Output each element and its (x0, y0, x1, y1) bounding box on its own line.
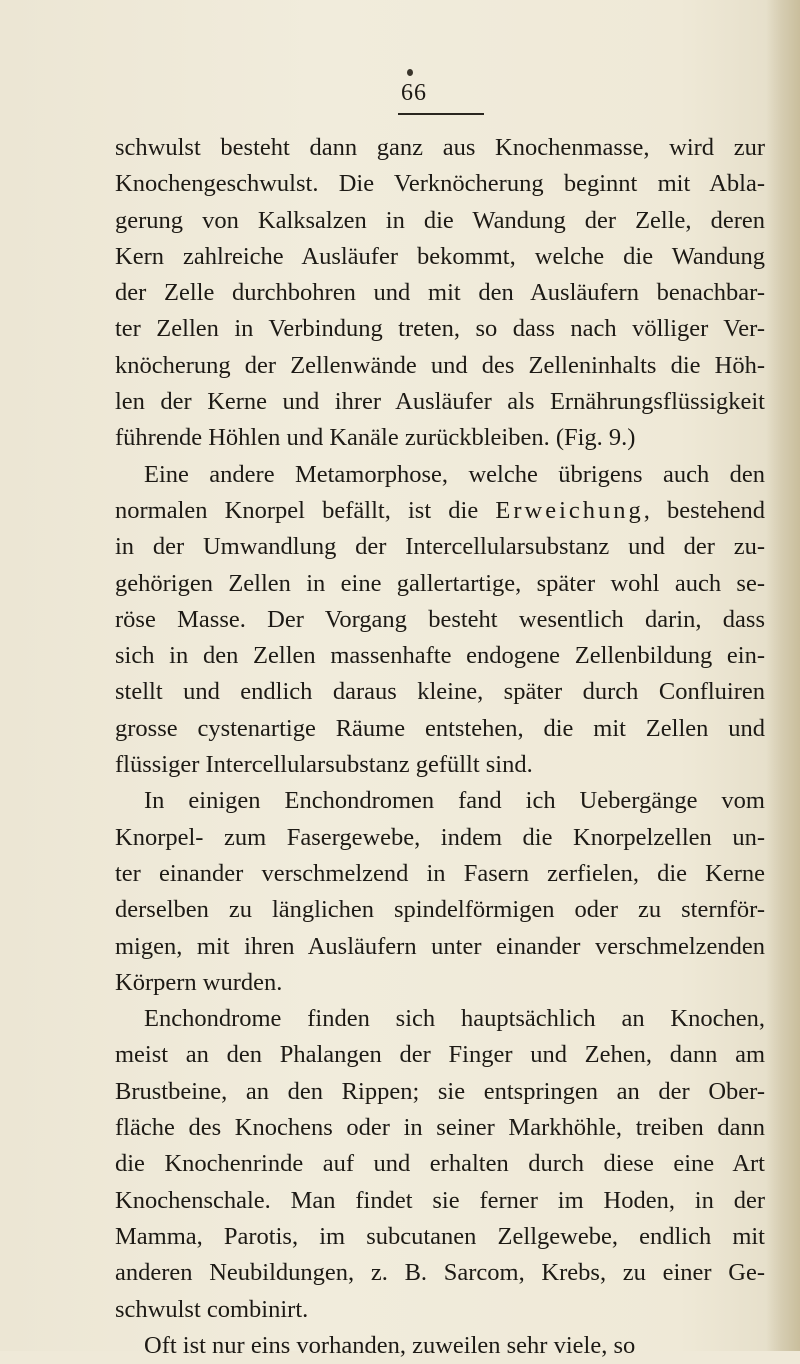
paragraph-end-line: führende Höhlen und Kanäle zurückbleiben. (Fig. 9.) (115, 424, 636, 452)
text-line: fläche des Knochens oder in seiner Markhöhle, treiben dann (115, 1114, 765, 1142)
text-line: gerung von Kalksalzen in die Wandung der Zelle, deren (115, 206, 765, 234)
ink-dot (407, 69, 413, 76)
line-segment: , bestehend (643, 496, 765, 524)
line-segment: normalen Knorpel befällt, ist die (115, 496, 496, 524)
text-line: Knorpel- zum Fasergewebe, indem die Knorpelzellen un- (115, 823, 765, 851)
text-line: sich in den Zellen massenhafte endogene Zellenbildung ein- (115, 642, 765, 670)
text-line: der Zelle durchbohren und mit den Ausläufern benachbar- (115, 279, 765, 307)
text-line: meist an den Phalangen der Finger und Zehen, dann am (115, 1041, 765, 1069)
paragraph-start-line: Oft ist nur eins vorhanden, zuweilen sehr viele, so (144, 1331, 636, 1359)
paragraph-start-line: Enchondrome finden sich hauptsächlich an Knochen, (144, 1005, 765, 1033)
text-line-with-emphasis (115, 493, 765, 529)
text-line: gehörigen Zellen in eine gallertartige, später wohl auch se- (115, 569, 765, 597)
paragraph-end-line: Körpern wurden. (115, 968, 283, 996)
text-line: grosse cystenartige Räume entstehen, die mit Zellen und (115, 714, 765, 742)
text-line: ter einander verschmelzend in Fasern zerfielen, die Kerne (115, 859, 765, 887)
text-line: knöcherung der Zellenwände und des Zelleninhalts die Höh- (115, 351, 765, 379)
text-line: Kern zahlreiche Ausläufer bekommt, welche die Wandung (115, 242, 765, 270)
body-text (115, 130, 765, 1364)
text-line: len der Kerne und ihrer Ausläufer als Ernährungsflüssigkeit (115, 388, 765, 416)
paragraph-end-line: schwulst combinirt. (115, 1295, 309, 1323)
paragraph-end-line: flüssiger Intercellularsubstanz gefüllt sind. (115, 751, 533, 779)
text-line: anderen Neubildungen, z. B. Sarcom, Krebs, zu einer Ge- (115, 1259, 765, 1287)
text-line: schwulst besteht dann ganz aus Knochenmasse, wird zur (115, 134, 765, 161)
text-line: Mamma, Parotis, im subcutanen Zellgewebe, endlich mit (115, 1222, 765, 1250)
text-line: die Knochenrinde auf und erhalten durch diese eine Art (115, 1150, 765, 1178)
spaced-term: Erweichung (495, 496, 644, 524)
text-line: röse Masse. Der Vorgang besteht wesentlich darin, dass (115, 605, 765, 633)
page-number: 66 (401, 80, 427, 106)
text-line: derselben zu länglichen spindelförmigen oder zu sternför- (115, 896, 765, 924)
text-line: Brustbeine, an den Rippen; sie entspringen an der Ober- (115, 1077, 765, 1105)
text-line: migen, mit ihren Ausläufern unter einander verschmelzenden (115, 932, 765, 960)
text-line: Knochenschale. Man findet sie ferner im Hoden, in der (115, 1186, 765, 1214)
paragraph-start-line: In einigen Enchondromen fand ich Uebergänge vom (144, 787, 765, 815)
page-number-rule (398, 113, 484, 115)
text-line: stellt und endlich daraus kleine, später durch Confluiren (115, 678, 765, 706)
text-line: ter Zellen in Verbindung treten, so dass nach völliger Ver- (115, 315, 765, 343)
text-line: Knochengeschwulst. Die Verknöcherung beginnt mit Abla- (115, 170, 765, 198)
page-edge-shadow (766, 0, 800, 1351)
text-line: in der Umwandlung der Intercellularsubstanz und der zu- (115, 533, 765, 561)
paragraph-start-line: Eine andere Metamorphose, welche übrigens auch den (144, 460, 765, 488)
